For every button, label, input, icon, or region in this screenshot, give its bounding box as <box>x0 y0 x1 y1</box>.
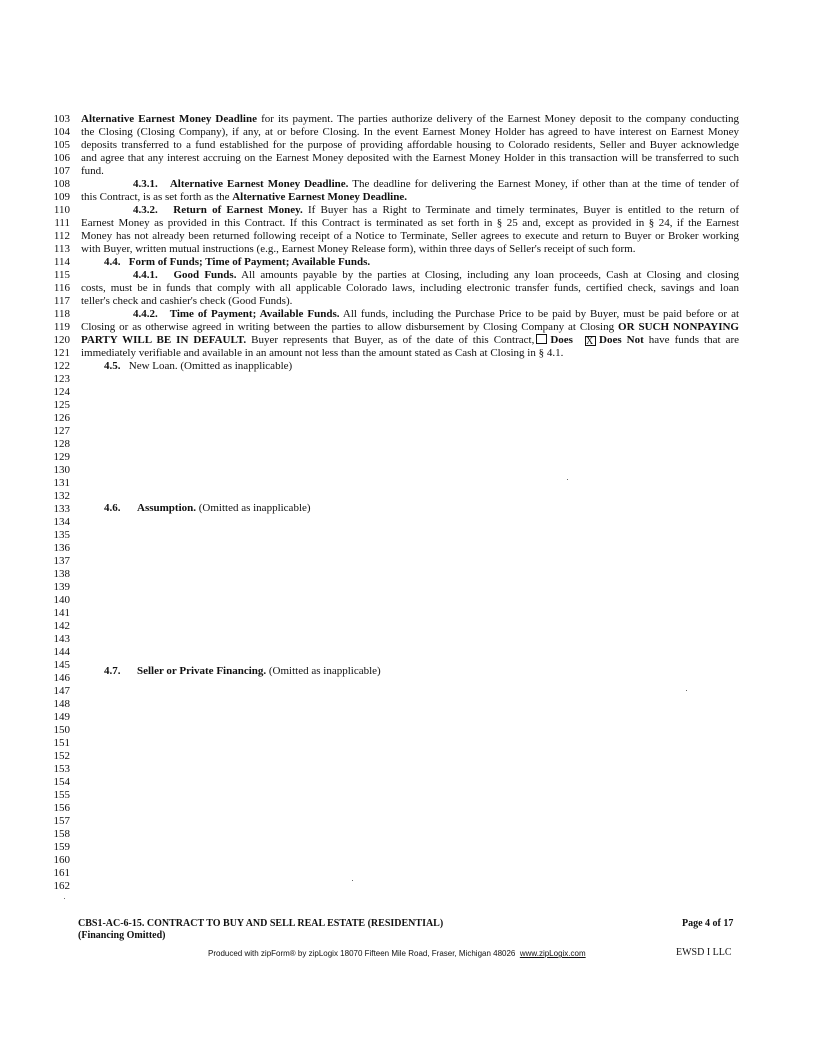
section-4-3-1: 4.3.1. Alternative Earnest Money Deadline. The deadline for delivering the Earnest Money, if other than at the time of tender of <box>133 178 740 190</box>
line-number: 124 <box>53 386 70 398</box>
line-number: 145 <box>53 659 70 671</box>
line-number: 143 <box>53 633 70 645</box>
line-number: 119 <box>53 321 70 333</box>
footer-form-subtitle: (Financing Omitted) <box>78 930 166 941</box>
line-number: 159 <box>53 841 70 853</box>
line-number: 134 <box>53 516 70 528</box>
line-number: 117 <box>53 295 70 307</box>
line-number: 109 <box>53 191 70 203</box>
line-number: 149 <box>53 711 70 723</box>
line-number: 156 <box>53 802 70 814</box>
line-number: 107 <box>53 165 70 177</box>
section-4-5: 4.5. New Loan. (Omitted as inapplicable) <box>104 360 293 372</box>
does-checkbox[interactable] <box>536 334 547 344</box>
contract-line-109: this Contract, is as set forth as the Alternative Earnest Money Deadline. <box>81 191 407 203</box>
section-4-4-1: 4.4.1. Good Funds. All amounts payable by the parties at Closing, including any loan proceeds, Cash at Closing and closing <box>133 269 739 281</box>
line-number: 116 <box>53 282 70 294</box>
contract-line-121: immediately verifiable and available in an amount not less than the amount stated as Cash at Closing in § 4.1. <box>81 347 564 359</box>
line-number: 128 <box>53 438 70 450</box>
line-number: 160 <box>53 854 70 866</box>
scan-speck <box>567 479 568 480</box>
line-number: 142 <box>53 620 70 632</box>
line-number: 104 <box>53 126 70 138</box>
line-number: 147 <box>53 685 70 697</box>
line-number: 123 <box>53 373 70 385</box>
line-number: 152 <box>53 750 70 762</box>
line-number: 162 <box>53 880 70 892</box>
contract-line-117: teller's check and cashier's check (Good Funds). <box>81 295 293 307</box>
line-number: 155 <box>53 789 70 801</box>
line-number: 140 <box>53 594 70 606</box>
contract-line-120: PARTY WILL BE IN DEFAULT. Buyer represents that Buyer, as of the date of this Contract, Does X Does Not have funds that are <box>81 334 740 347</box>
line-number: 125 <box>53 399 70 411</box>
scan-speck <box>352 880 353 881</box>
line-number: 132 <box>53 490 70 502</box>
section-4-4-2: 4.4.2. Time of Payment; Available Funds. All funds, including the Purchase Price to be paid by Buyer, must be paid before or at <box>133 308 740 320</box>
scan-speck <box>686 690 687 691</box>
footer-produced-by: Produced with zipForm® by zipLogix 18070 Fifteen Mile Road, Fraser, Michigan 48026 www.zipLogix.com <box>208 949 586 958</box>
line-number: 121 <box>53 347 70 359</box>
section-4-4-heading: 4.4. Form of Funds; Time of Payment; Available Funds. <box>104 256 371 268</box>
line-number: 141 <box>53 607 70 619</box>
line-number: 146 <box>53 672 70 684</box>
line-number: 154 <box>53 776 70 788</box>
line-number: 108 <box>53 178 70 190</box>
contract-line-105: deposits transferred to a fund established for the purpose of providing affordable housing to Colorado residents, Seller and Buyer acknowledge <box>81 139 739 151</box>
line-number: 127 <box>53 425 70 437</box>
line-number: 110 <box>53 204 70 216</box>
line-number: 113 <box>53 243 70 255</box>
line-number: 118 <box>53 308 70 320</box>
line-number: 153 <box>53 763 70 775</box>
section-4-3-2: 4.3.2. Return of Earnest Money. If Buyer has a Right to Terminate and timely terminates, Buyer is entitled to the return of <box>133 204 739 216</box>
footer-company: EWSD I LLC <box>676 947 732 958</box>
scan-speck <box>64 898 65 899</box>
line-number: 126 <box>53 412 70 424</box>
contract-line-119: Closing or as otherwise agreed in writing between the parties to allow disbursement by Closing Company at Closing OR SUCH NONPAYING <box>81 321 739 333</box>
line-number: 144 <box>53 646 70 658</box>
line-number: 122 <box>53 360 70 372</box>
line-number: 139 <box>53 581 70 593</box>
contract-line-103: Alternative Earnest Money Deadline for its payment. The parties authorize delivery of the Earnest Money deposit to the company conducting <box>81 113 740 125</box>
contract-line-113: with Buyer, written mutual instructions (e.g., Earnest Money Release form), within three days of Seller's receipt of such form. <box>81 243 636 255</box>
line-number: 158 <box>53 828 70 840</box>
line-number: 111 <box>54 217 70 229</box>
line-number: 137 <box>53 555 70 567</box>
line-number: 114 <box>53 256 70 268</box>
line-number: 150 <box>53 724 70 736</box>
does-not-checkbox[interactable]: X <box>585 336 596 346</box>
line-number: 131 <box>53 477 70 489</box>
line-number: 129 <box>53 451 70 463</box>
line-number: 106 <box>53 152 70 164</box>
contract-line-112: Money has not already been returned following receipt of a Notice to Terminate, Seller agrees to execute and return to Buyer or Broker working <box>81 230 739 242</box>
section-4-7: 4.7. Seller or Private Financing. (Omitted as inapplicable) <box>104 665 381 677</box>
ziplogix-link[interactable]: www.zipLogix.com <box>519 949 586 958</box>
footer-form-id: CBS1-AC-6-15. CONTRACT TO BUY AND SELL REAL ESTATE (RESIDENTIAL) <box>78 918 444 929</box>
footer-page-number: Page 4 of 17 <box>682 918 734 929</box>
contract-line-116: costs, must be in funds that comply with all applicable Colorado laws, including electronic transfer funds, certified check, savings and loan <box>81 282 739 294</box>
line-number: 148 <box>53 698 70 710</box>
line-number: 161 <box>53 867 70 879</box>
line-number: 136 <box>53 542 70 554</box>
line-number: 133 <box>53 503 70 515</box>
line-number: 157 <box>53 815 70 827</box>
contract-line-106: and agree that any interest accruing on the Earnest Money deposited with the Earnest Money Holder in this transaction will be transferred to such <box>81 152 739 164</box>
line-number: 120 <box>53 334 70 346</box>
line-number: 103 <box>53 113 70 125</box>
line-number: 151 <box>53 737 70 749</box>
line-number: 135 <box>53 529 70 541</box>
line-number: 138 <box>53 568 70 580</box>
section-4-6: 4.6. Assumption. (Omitted as inapplicable) <box>104 502 311 514</box>
contract-line-104: the Closing (Closing Company), if any, at or before Closing. In the event Earnest Money Holder has agreed to have interest on Earnest Money <box>81 126 739 138</box>
contract-line-107: fund. <box>81 165 104 177</box>
contract-line-111: Earnest Money as provided in this Contract. If this Contract is terminated as set forth in § 25 and, except as provided in § 24, if the Earnest <box>81 217 739 229</box>
line-number: 105 <box>53 139 70 151</box>
line-number: 115 <box>53 269 70 281</box>
line-number: 112 <box>53 230 70 242</box>
line-number: 130 <box>53 464 70 476</box>
